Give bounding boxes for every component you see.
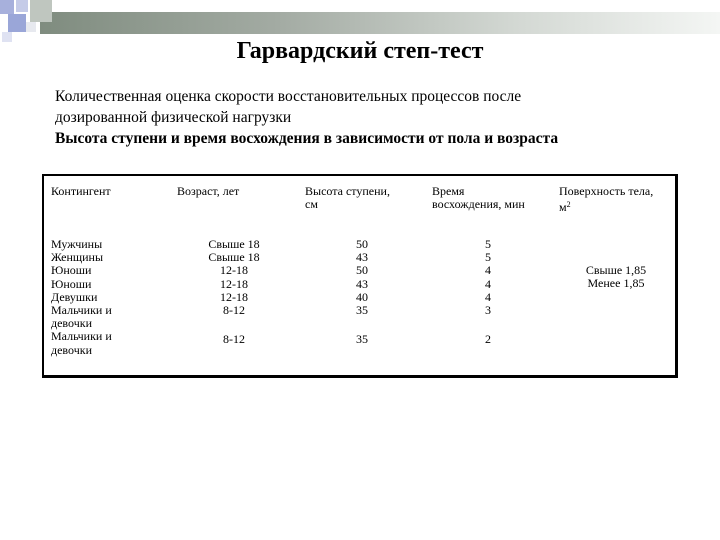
header-body-surface-unit [559,198,653,214]
table-cell: девочки [51,316,92,331]
description-line: дозированной физической нагрузки [55,109,292,126]
header-step-height-unit: см [305,197,318,212]
column-contingent [51,238,112,357]
table-cell: 8-12 [223,332,245,346]
table-cell: 4 [485,263,491,278]
table-cell: 35 [356,303,368,318]
table-cell: 43 [356,250,368,265]
header-climb-time [432,185,525,211]
decoration-square [0,0,14,14]
table-cell: 40 [356,289,368,304]
table-cell: 5 [485,250,491,265]
table-cell: Менее 1,85 [587,276,645,291]
header-step-height [305,185,390,211]
step-test-table [42,174,678,378]
table-cell: Мальчики и [51,329,112,344]
table-cell: 2 [485,332,491,346]
decoration-square [16,0,28,12]
description-line: Количественная оценка скорости восстановительных процессов после [55,88,522,105]
page-title: Гарвардский степ-тест [236,38,484,64]
table-cell: 50 [356,237,368,251]
table-cell: девочки [51,342,92,357]
table-cell: 12-18 [220,276,248,291]
table-cell: Женщины [51,250,104,265]
table-cell: 50 [356,263,368,278]
description-subtitle: Высота ступени и время восхождения в зависимости от пола и возраста [55,130,559,147]
table-cell: 35 [356,332,368,346]
table-cell: Юноши [51,276,92,291]
decoration-square [8,14,26,32]
table-cell: Мужчины [51,237,103,251]
header-climb-time-line: Время [432,184,465,198]
column-climb-time [458,238,518,317]
table-cell: Свыше 1,85 [585,263,647,277]
column-body-surface [564,264,668,290]
table-cell: 3 [485,303,491,318]
table-cell: Свыше 18 [208,237,260,251]
table-cell: 4 [485,276,491,291]
header-body-surface-line: Поверхность тела, [559,184,654,198]
table-cell: Свыше 18 [208,250,260,265]
table-cell: Юноши [51,263,92,278]
surface-unit: м [559,200,567,215]
description [55,86,675,149]
header-contingent: Контингент [51,184,111,198]
header-body-surface [559,185,653,214]
header-step-height-line: Высота ступени, [305,184,390,198]
header-age: Возраст, лет [177,184,240,198]
table-cell: Девушки [51,289,98,304]
decoration-square [26,22,36,32]
decoration-square [30,0,52,22]
table-cell: 43 [356,276,368,291]
header-climb-time-line: восхождения, мин [432,197,525,212]
table-cell: 5 [485,237,491,251]
table-cell: 8-12 [223,303,245,318]
header-decoration-bar [40,12,720,34]
table-cell: 4 [485,289,491,304]
table-cell: 12-18 [220,263,248,278]
table-cell: Мальчики и [51,303,112,318]
surface-unit-superscript: 2 [566,200,571,210]
column-age [189,238,279,317]
column-step-height [332,238,392,317]
table-cell: 12-18 [220,289,248,304]
